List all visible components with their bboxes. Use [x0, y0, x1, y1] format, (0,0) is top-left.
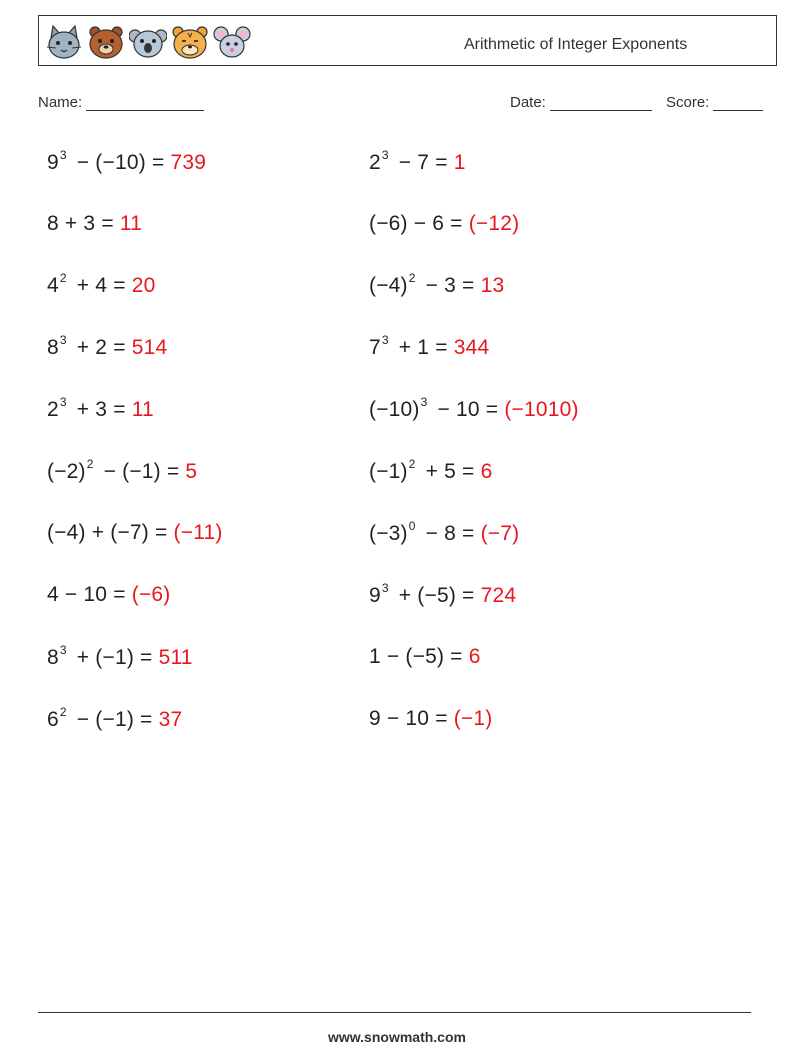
problem-exponent: 3 [59, 643, 67, 657]
score-label: Score: [666, 94, 710, 111]
problem-answer: 11 [131, 398, 154, 421]
problem-lhs: 1 − (−5) = [369, 645, 469, 668]
problem-answer: 724 [480, 584, 517, 607]
problem-answer: 6 [480, 460, 493, 483]
problem-lhs: (−6) − 6 = [369, 212, 469, 235]
problem-exponent: 3 [59, 395, 67, 409]
name-field [38, 94, 204, 111]
problem-4 [369, 212, 519, 236]
problem-exponent: 0 [408, 519, 416, 533]
problem-lhs: 9 [47, 151, 59, 174]
problem-lhs: 8 + 3 = [47, 212, 120, 235]
problem-rest: − (−10) = [70, 151, 171, 174]
problem-17 [47, 645, 193, 670]
problem-2 [369, 150, 466, 175]
problem-11 [47, 459, 197, 484]
problem-answer: 6 [468, 645, 481, 668]
problem-18 [369, 645, 481, 669]
problem-14 [369, 521, 519, 546]
problem-lhs: (−4) [369, 274, 408, 297]
problem-answer: (−12) [468, 212, 520, 235]
problem-5 [47, 273, 155, 298]
koala-icon [129, 24, 167, 60]
problem-answer: (−11) [173, 521, 223, 544]
problem-lhs: (−10) [369, 398, 420, 421]
problem-lhs: 6 [47, 708, 59, 731]
problem-answer: 13 [480, 274, 505, 297]
problem-exponent: 2 [59, 705, 67, 719]
problem-lhs: (−1) [369, 460, 408, 483]
problem-lhs: (−2) [47, 460, 86, 483]
problem-answer: (−1) [453, 707, 493, 730]
problem-answer: 11 [119, 212, 143, 235]
problem-7 [47, 335, 167, 360]
problem-13 [47, 521, 223, 545]
footer-divider [38, 1012, 751, 1013]
cat-icon [45, 24, 83, 60]
problem-exponent: 2 [408, 457, 416, 471]
problem-lhs: 8 [47, 336, 59, 359]
problem-exponent: 2 [59, 271, 67, 285]
worksheet-title: Arithmetic of Integer Exponents [464, 36, 688, 53]
bear-icon [87, 24, 125, 60]
problem-answer: 344 [453, 336, 490, 359]
problem-19 [47, 707, 182, 732]
problem-rest: − 7 = [392, 151, 454, 174]
problem-exponent: 2 [408, 271, 416, 285]
tiger-icon [171, 24, 209, 60]
footer-site-link[interactable]: www.snowmath.com [328, 1029, 466, 1045]
problem-rest: − (−1) = [97, 460, 186, 483]
problem-rest: − (−1) = [70, 708, 159, 731]
problem-answer: 1 [453, 151, 466, 174]
date-field [510, 94, 652, 111]
problem-answer: 37 [158, 708, 183, 731]
name-blank [86, 96, 204, 111]
problem-lhs: 2 [47, 398, 59, 421]
animal-icons [45, 24, 251, 60]
problem-6 [369, 273, 504, 298]
problem-lhs: 2 [369, 151, 381, 174]
score-field [666, 94, 763, 111]
problem-answer: 739 [170, 151, 207, 174]
problem-lhs: 4 − 10 = [47, 583, 132, 606]
problem-exponent: 3 [381, 333, 389, 347]
date-blank [550, 96, 652, 111]
problem-lhs: 9 [369, 584, 381, 607]
problem-answer: 511 [158, 646, 193, 669]
problem-exponent: 3 [381, 581, 389, 595]
problem-answer: (−6) [131, 583, 171, 606]
score-blank [713, 96, 763, 111]
name-label: Name: [38, 94, 83, 111]
problem-answer: 20 [131, 274, 156, 297]
problem-lhs: 8 [47, 646, 59, 669]
problem-16 [369, 583, 516, 608]
problem-exponent: 3 [59, 148, 67, 162]
problem-20 [369, 707, 492, 731]
problem-10 [369, 397, 579, 422]
problem-1 [47, 150, 206, 175]
problem-exponent: 3 [381, 148, 389, 162]
problem-exponent: 2 [86, 457, 94, 471]
problem-3 [47, 212, 142, 236]
problem-8 [369, 335, 489, 360]
problem-answer: (−1010) [504, 398, 579, 421]
problem-rest: − 3 = [419, 274, 481, 297]
problem-lhs: 4 [47, 274, 59, 297]
problem-lhs: 9 − 10 = [369, 707, 454, 730]
problem-lhs: 7 [369, 336, 381, 359]
problem-answer: 514 [131, 336, 168, 359]
problem-12 [369, 459, 492, 484]
problem-rest: − 8 = [419, 522, 481, 545]
problem-rest: + 3 = [70, 398, 132, 421]
problem-9 [47, 397, 154, 422]
problem-15 [47, 583, 170, 607]
date-label: Date: [510, 94, 546, 111]
problem-rest: + 1 = [392, 336, 454, 359]
problem-rest: + 2 = [70, 336, 132, 359]
problem-rest: − 10 = [431, 398, 505, 421]
problem-rest: + (−5) = [392, 584, 481, 607]
problem-answer: 5 [185, 460, 198, 483]
problem-exponent: 3 [420, 395, 428, 409]
problem-lhs: (−3) [369, 522, 408, 545]
problem-rest: + 5 = [419, 460, 481, 483]
problem-rest: + (−1) = [70, 646, 159, 669]
mouse-icon [213, 24, 251, 60]
problem-lhs: (−4) + (−7) = [47, 521, 174, 544]
problem-rest: + 4 = [70, 274, 132, 297]
problem-answer: (−7) [480, 522, 520, 545]
worksheet-header [38, 15, 777, 66]
problem-exponent: 3 [59, 333, 67, 347]
